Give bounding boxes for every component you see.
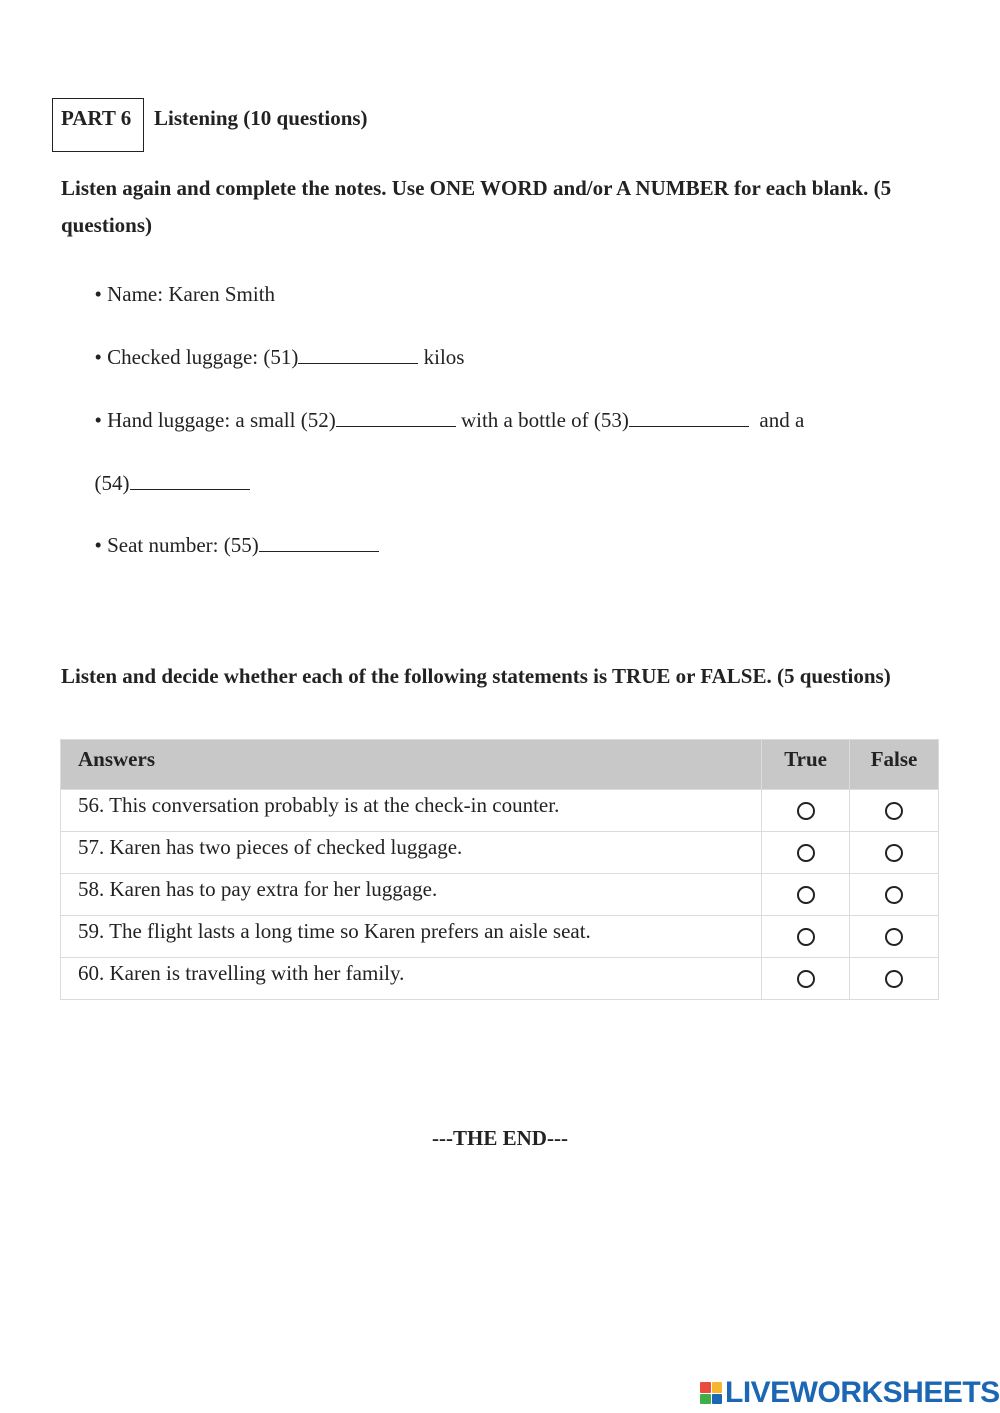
statement-58: 58. Karen has to pay extra for her luggage. [61,874,762,916]
note-name-text: • Name: Karen Smith [94,282,276,306]
blank-55[interactable] [259,533,379,552]
cell-false-56 [850,790,939,832]
blank-53[interactable] [629,408,749,427]
note-checked-prefix: • Checked luggage: (51) [94,345,299,369]
note-q54-prefix: (54) [94,471,130,495]
logo-text: LIVEWORKSHEETS [725,1376,1000,1409]
note-seat-number [84,508,379,558]
blank-52[interactable] [336,408,456,427]
note-name [84,257,275,307]
table-row [61,832,939,874]
liveworksheets-logo [700,1378,1000,1408]
section2-instruction: Listen and decide whether each of the following statements is TRUE or FALSE. (5 questions) [61,664,891,688]
note-checked-luggage [84,320,464,370]
header-false: False [850,740,939,790]
note-q54 [84,446,250,496]
cell-true-59 [762,916,850,958]
cell-true-56 [762,790,850,832]
radio-true-57[interactable] [797,844,815,862]
true-false-table [60,739,939,1000]
part-label: PART 6 [61,106,132,130]
note-seat-prefix: • Seat number: (55) [94,533,259,557]
radio-true-56[interactable] [797,802,815,820]
note-hand-mid: with a bottle of (53) [455,408,629,432]
blank-51[interactable] [298,345,418,364]
note-hand-suffix: and a [748,408,805,432]
cell-true-58 [762,874,850,916]
cell-false-59 [850,916,939,958]
radio-false-58[interactable] [885,886,903,904]
note-checked-suffix: kilos [418,345,465,369]
radio-true-59[interactable] [797,928,815,946]
statement-59: 59. The flight lasts a long time so Karen prefers an aisle seat. [61,916,762,958]
the-end-text: ---THE END--- [432,1126,568,1150]
table-row [61,916,939,958]
note-hand-prefix: • Hand luggage: a small (52) [94,408,336,432]
header-true: True [762,740,850,790]
header-answers: Answers [61,740,762,790]
cell-false-60 [850,958,939,1000]
section1-instruction: Listen again and complete the notes. Use ONE WORD and/or A NUMBER for each blank. (5 questions) [61,176,892,237]
radio-false-59[interactable] [885,928,903,946]
statement-56: 56. This conversation probably is at the check-in counter. [61,790,762,832]
cell-true-60 [762,958,850,1000]
radio-false-57[interactable] [885,844,903,862]
part-title: Listening (10 questions) [154,106,368,130]
table-row [61,790,939,832]
radio-false-56[interactable] [885,802,903,820]
radio-false-60[interactable] [885,970,903,988]
liveworksheets-logo-icon [700,1382,722,1404]
radio-true-60[interactable] [797,970,815,988]
radio-true-58[interactable] [797,886,815,904]
table-row [61,958,939,1000]
cell-false-57 [850,832,939,874]
table-row [61,874,939,916]
blank-54[interactable] [130,471,250,490]
statement-60: 60. Karen is travelling with her family. [61,958,762,1000]
table-header-row [61,740,939,790]
cell-false-58 [850,874,939,916]
note-hand-luggage [84,383,804,433]
statement-57: 57. Karen has two pieces of checked luggage. [61,832,762,874]
cell-true-57 [762,832,850,874]
